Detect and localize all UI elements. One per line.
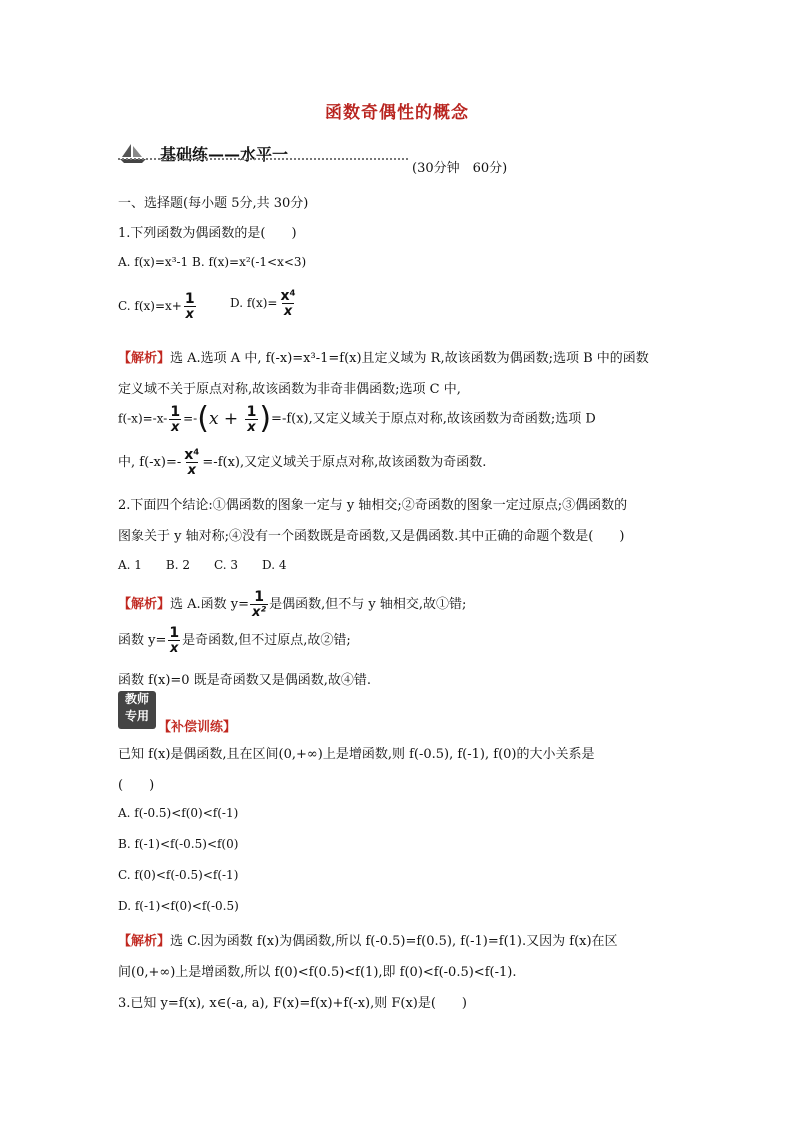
question-1-solution-line-4 (118, 448, 486, 477)
sailboat-icon (118, 142, 150, 164)
fraction-numerator: 1 (254, 589, 264, 605)
fraction-numerator: 1 (184, 291, 195, 307)
fraction-numerator: 1 (170, 403, 181, 420)
solution-text: 是偶函数,但不与 y 轴相交,故①错; (269, 597, 467, 612)
option-c-text: C. f(x)=x+ (118, 299, 182, 313)
solution-text: =-f(x),又定义域关于原点对称,故该函数为奇函数. (202, 455, 487, 470)
analysis-tag: 【解析】 (118, 351, 171, 366)
left-paren: ( (197, 401, 209, 436)
solution-text: 选 A.选项 A 中, f(-x)=x³-1=f(x)且定义域为 R,故该函数为偶函数;选项 B 中的函数 (170, 351, 649, 366)
fraction-numerator: x⁴ (184, 447, 200, 463)
solution-text: 是奇函数,但不过原点,故②错; (182, 633, 351, 648)
fraction-numerator: 1 (169, 625, 180, 641)
extra-solution-line-1 (118, 930, 618, 949)
fraction-denominator: x (185, 307, 194, 322)
solution-text: f(-x)=-x- (118, 411, 168, 426)
page-title: 函数奇偶性的概念 (325, 103, 469, 123)
question-1-option-d (230, 289, 299, 318)
fraction-numerator: x⁴ (280, 288, 296, 304)
badge-line-1: 教师 (124, 692, 149, 706)
question-2-stem-line-1: 2.下面四个结论:①偶函数的图象一定与 y 轴相交;②奇函数的图象一定过原点;③偶函数的 (118, 498, 628, 513)
question-1-stem: 1.下列函数为偶函数的是( ) (118, 226, 297, 241)
question-2-options: A. 1 B. 2 C. 3 D. 4 (118, 558, 287, 572)
solution-text: =-f(x),又定义域关于原点对称,故该函数为奇函数;选项 D (271, 411, 596, 427)
extra-solution-line-2: 间(0,+∞)上是增函数,所以 f(0)<f(0.5)<f(1),即 f(0)<f(-0.5)<f(-1). (118, 965, 517, 980)
solution-text: 选 A.函数 y= (170, 597, 250, 612)
fraction-denominator: x (171, 419, 180, 435)
part-heading: 一、选择题(每小题 5分,共 30分) (118, 196, 309, 211)
extra-option-b: B. f(-1)<f(-0.5)<f(0) (118, 837, 239, 851)
extra-option-d: D. f(-1)<f(0)<f(-0.5) (118, 899, 239, 913)
badge-line-2: 专用 (124, 709, 149, 723)
teacher-only-badge (118, 691, 156, 729)
analysis-tag: 【解析】 (118, 934, 171, 949)
analysis-tag: 【解析】 (118, 597, 171, 612)
extra-question-stem-line-2: ( ) (118, 778, 155, 793)
question-1-solution-line-2: 定义域不关于原点对称,故该函数为非奇非偶函数;选项 C 中, (118, 382, 461, 397)
solution-text: 函数 y= (118, 633, 167, 648)
solution-text: 选 C.因为函数 f(x)为偶函数,所以 f(-0.5)=f(0.5), f(-1)=f(1).又因为 f(x)在区 (170, 934, 618, 949)
solution-text: =- (183, 411, 198, 426)
compensation-training-tag: 【补偿训练】 (158, 720, 237, 735)
extra-option-a: A. f(-0.5)<f(0)<f(-1) (118, 806, 239, 820)
fraction-denominator: x (247, 419, 256, 435)
question-2-solution-line-2 (118, 626, 351, 655)
question-1-options-ab: A. f(x)=x³-1 B. f(x)=x²(-1<x<3) (118, 255, 307, 269)
fraction-denominator: x (187, 463, 197, 478)
fraction-denominator: x (170, 641, 179, 656)
section-title: 基础练——水平一 (160, 145, 289, 164)
question-1-option-c (118, 292, 198, 321)
fraction-denominator: x (283, 304, 293, 319)
solution-text: 中, f(-x)=- (118, 455, 182, 470)
question-2-stem-line-2: 图象关于 y 轴对称;④没有一个函数既是奇函数,又是偶函数.其中正确的命题个数是( ) (118, 529, 625, 544)
section-time: (30分钟 60分) (412, 161, 508, 176)
right-paren: ) (259, 401, 272, 436)
question-2-solution-line-3: 函数 f(x)=0 既是奇函数又是偶函数,故④错. (118, 673, 371, 688)
question-1-solution-line-3 (118, 401, 596, 436)
section-divider (118, 158, 408, 160)
fraction-numerator: 1 (246, 403, 257, 420)
question-2-solution-line-1 (118, 590, 466, 619)
extra-option-c: C. f(0)<f(-0.5)<f(-1) (118, 868, 239, 882)
extra-question-stem-line-1: 已知 f(x)是偶函数,且在区间(0,+∞)上是增函数,则 f(-0.5), f(-1), f(0)的大小关系是 (118, 747, 595, 762)
question-3-stem: 3.已知 y=f(x), x∈(-a, a), F(x)=f(x)+f(-x),则 F(x)是( ) (118, 996, 467, 1011)
solution-expression: x + (208, 409, 244, 429)
question-1-solution-line-1 (118, 347, 649, 366)
fraction-denominator: x² (252, 605, 267, 620)
option-d-text: D. f(x)= (230, 296, 278, 310)
